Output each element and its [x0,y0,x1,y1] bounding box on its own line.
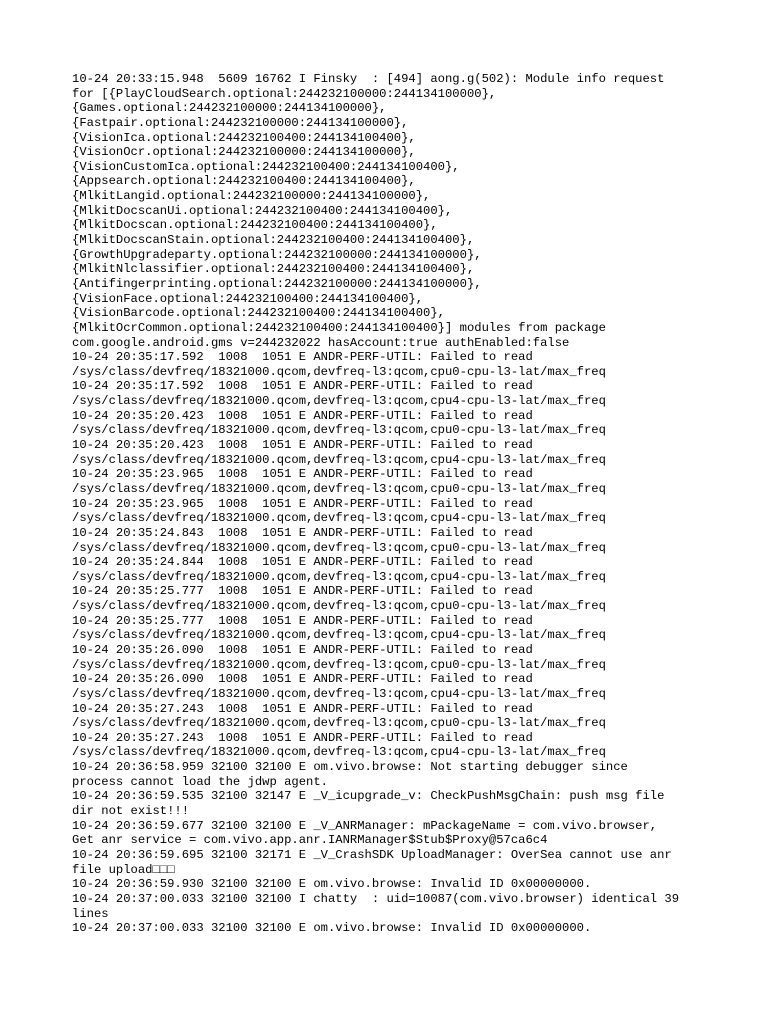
log-line: 10-24 20:35:24.844 1008 1051 E ANDR-PERF-UTIL: Failed to read [72,555,533,570]
log-line: {VisionFace.optional:244232100400:244134100400}, [72,291,424,306]
log-line: com.google.android.gms v=244232022 hasAccount:true authEnabled:false [72,335,570,350]
log-line: 10-24 20:35:17.592 1008 1051 E ANDR-PERF-UTIL: Failed to read [72,379,533,394]
log-line: 10-24 20:35:27.243 1008 1051 E ANDR-PERF-UTIL: Failed to read [72,730,533,745]
log-line: 10-24 20:35:25.777 1008 1051 E ANDR-PERF-UTIL: Failed to read [72,613,533,628]
log-line: {Appsearch.optional:244232100400:244134100400}, [72,174,416,189]
log-line: 10-24 20:35:25.777 1008 1051 E ANDR-PERF-UTIL: Failed to read [72,584,533,599]
log-line: /sys/class/devfreq/18321000.qcom,devfreq-l3:qcom,cpu4-cpu-l3-lat/max_freq [72,628,606,643]
log-line: 10-24 20:35:27.243 1008 1051 E ANDR-PERF-UTIL: Failed to read [72,701,533,716]
log-line: {VisionCustomIca.optional:244232100400:244134100400}, [72,159,460,174]
log-line: 10-24 20:35:20.423 1008 1051 E ANDR-PERF-UTIL: Failed to read [72,408,533,423]
log-line: /sys/class/devfreq/18321000.qcom,devfreq-l3:qcom,cpu4-cpu-l3-lat/max_freq [72,394,606,409]
log-line: 10-24 20:35:23.965 1008 1051 E ANDR-PERF-UTIL: Failed to read [72,467,533,482]
log-line: file upload□□□ [72,862,175,877]
log-line: lines [72,906,109,921]
log-line: 10-24 20:36:59.695 32100 32171 E _V_CrashSDK UploadManager: OverSea cannot use anr [72,847,672,862]
log-line: {VisionIca.optional:244232100400:244134100400}, [72,130,416,145]
log-line: /sys/class/devfreq/18321000.qcom,devfreq-l3:qcom,cpu0-cpu-l3-lat/max_freq [72,657,606,672]
log-line: /sys/class/devfreq/18321000.qcom,devfreq-l3:qcom,cpu4-cpu-l3-lat/max_freq [72,452,606,467]
log-line: /sys/class/devfreq/18321000.qcom,devfreq-l3:qcom,cpu0-cpu-l3-lat/max_freq [72,364,606,379]
log-line: /sys/class/devfreq/18321000.qcom,devfreq-l3:qcom,cpu4-cpu-l3-lat/max_freq [72,745,606,760]
log-line: 10-24 20:35:26.090 1008 1051 E ANDR-PERF-UTIL: Failed to read [72,642,533,657]
log-line: 10-24 20:35:17.592 1008 1051 E ANDR-PERF-UTIL: Failed to read [72,350,533,365]
log-line: {VisionOcr.optional:244232100000:244134100000}, [72,145,416,160]
log-line: dir not exist!!! [72,804,190,819]
log-line: for [{PlayCloudSearch.optional:244232100000:244134100000}, [72,86,497,101]
log-line: {VisionBarcode.optional:244232100400:244134100400}, [72,306,445,321]
log-line: 10-24 20:37:00.033 32100 32100 I chatty : uid=10087(com.vivo.browser) identical 39 [72,891,680,906]
log-line: {MlkitNlclassifier.optional:244232100400:244134100400}, [72,262,475,277]
log-line: 10-24 20:36:59.677 32100 32100 E _V_ANRManager: mPackageName = com.vivo.browser, [72,818,658,833]
log-line: {MlkitDocscan.optional:244232100400:244134100400}, [72,218,438,233]
log-line: 10-24 20:36:59.535 32100 32147 E _V_icupgrade_v: CheckPushMsgChain: push msg file [72,789,665,804]
log-line: /sys/class/devfreq/18321000.qcom,devfreq-l3:qcom,cpu0-cpu-l3-lat/max_freq [72,716,606,731]
log-line: 10-24 20:35:26.090 1008 1051 E ANDR-PERF-UTIL: Failed to read [72,672,533,687]
log-line: {Fastpair.optional:244232100000:244134100000}, [72,115,409,130]
log-line: /sys/class/devfreq/18321000.qcom,devfreq-l3:qcom,cpu4-cpu-l3-lat/max_freq [72,686,606,701]
log-line: {MlkitLangid.optional:244232100000:244134100000}, [72,189,431,204]
log-line: 10-24 20:35:24.843 1008 1051 E ANDR-PERF-UTIL: Failed to read [72,525,533,540]
log-line: /sys/class/devfreq/18321000.qcom,devfreq-l3:qcom,cpu0-cpu-l3-lat/max_freq [72,599,606,614]
log-line: /sys/class/devfreq/18321000.qcom,devfreq-l3:qcom,cpu0-cpu-l3-lat/max_freq [72,423,606,438]
log-line: {Antifingerprinting.optional:244232100000:244134100000}, [72,276,482,291]
log-line: 10-24 20:35:23.965 1008 1051 E ANDR-PERF-UTIL: Failed to read [72,496,533,511]
log-line: 10-24 20:36:59.930 32100 32100 E om.vivo.browse: Invalid ID 0x00000000. [72,877,592,892]
log-line: Get anr service = com.vivo.app.anr.IANRManager$Stub$Proxy@57ca6c4 [72,833,548,848]
log-line: {Games.optional:244232100000:244134100000}, [72,101,387,116]
log-line: process cannot load the jdwp agent. [72,774,328,789]
log-line: {MlkitDocscanStain.optional:244232100400:244134100400}, [72,233,475,248]
log-line: 10-24 20:36:58.959 32100 32100 E om.vivo.browse: Not starting debugger since [72,760,628,775]
log-line: {MlkitOcrCommon.optional:244232100400:244134100400}] modules from package [72,320,606,335]
log-line: 10-24 20:35:20.423 1008 1051 E ANDR-PERF-UTIL: Failed to read [72,438,533,453]
log-line: {MlkitDocscanUi.optional:244232100400:244134100400}, [72,203,453,218]
log-line: /sys/class/devfreq/18321000.qcom,devfreq-l3:qcom,cpu0-cpu-l3-lat/max_freq [72,481,606,496]
log-line: 10-24 20:37:00.033 32100 32100 E om.vivo.browse: Invalid ID 0x00000000. [72,921,592,936]
log-line: {GrowthUpgradeparty.optional:244232100000:244134100000}, [72,247,482,262]
log-line: 10-24 20:33:15.948 5609 16762 I Finsky : [494] aong.g(502): Module info request [72,72,665,86]
log-line: /sys/class/devfreq/18321000.qcom,devfreq-l3:qcom,cpu4-cpu-l3-lat/max_freq [72,569,606,584]
log-line: /sys/class/devfreq/18321000.qcom,devfreq-l3:qcom,cpu4-cpu-l3-lat/max_freq [72,511,606,526]
log-text-block [72,72,712,936]
log-line: /sys/class/devfreq/18321000.qcom,devfreq-l3:qcom,cpu0-cpu-l3-lat/max_freq [72,540,606,555]
